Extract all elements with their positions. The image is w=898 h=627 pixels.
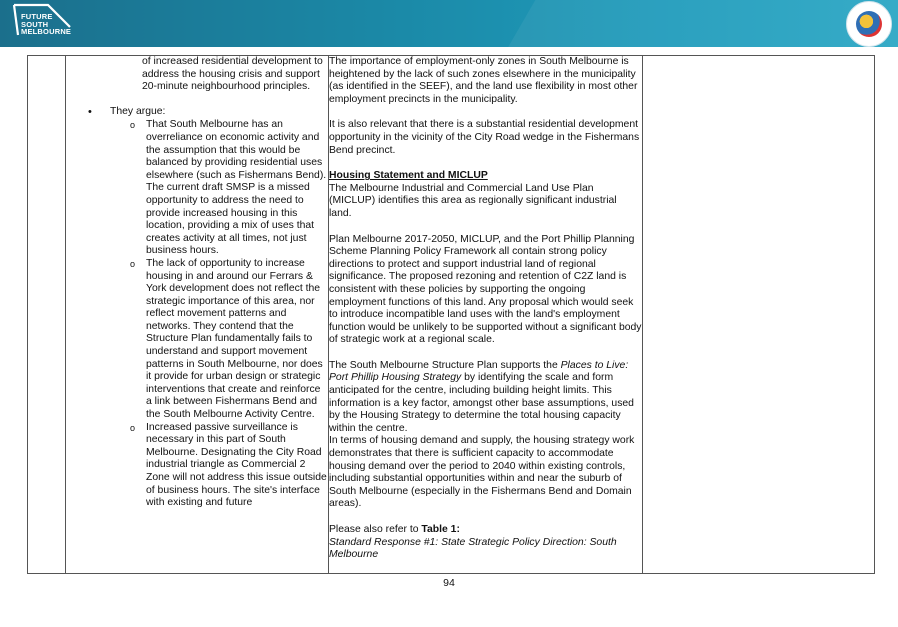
section-heading: Housing Statement and MICLUP bbox=[329, 170, 488, 182]
seal-emblem-icon bbox=[856, 11, 882, 37]
future-south-melbourne-logo bbox=[8, 3, 78, 41]
bullet-item bbox=[66, 106, 328, 120]
table-row bbox=[28, 56, 875, 574]
sub-item bbox=[128, 422, 328, 510]
response-paragraph bbox=[329, 360, 642, 436]
response-paragraph: The Melbourne Industrial and Commercial Land Use Plan (MICLUP) identifies this area as regionally significant industrial land. bbox=[329, 182, 617, 219]
sub-item-text: The lack of opportunity to increase housing in and around our Ferrars & York development does not reflect the strategic importance of this area, nor reflect movement patterns and networks. They contend that the Structure Plan fundamentally fails to understand and support movement patterns in South Melbourne, nor does it provide for urban design or strategic interventions that create and reinforce a link between Fishermans Bend and the South Melbourne Activity Centre. bbox=[146, 257, 323, 421]
officer-response-cell bbox=[329, 56, 643, 574]
standard-response-reference: Standard Response #1: State Strategic Policy Direction: South Melbourne bbox=[329, 536, 617, 561]
summary-lead-text: of increased residential development to address the housing crisis and support 20-minute neighbourhood principles. bbox=[142, 56, 323, 93]
response-text: The South Melbourne Structure Plan supports the bbox=[329, 359, 561, 371]
response-text: Please also refer to bbox=[329, 524, 422, 535]
column-number-cell bbox=[28, 56, 66, 574]
table-reference: Table 1: bbox=[421, 524, 460, 535]
response-paragraph: It is also relevant that there is a substantial residential development opportunity in the vicinity of the City Road wedge in the Fishermans Bend precinct. bbox=[329, 119, 640, 156]
circle-bullet-icon: o bbox=[130, 120, 136, 131]
sub-item-text: That South Melbourne has an overreliance on economic activity and the assumption that this would be balanced by providing residential uses elsewhere (such as Fishermans Bend). The current draft SMSP is a missed opportunity to address the need to provide increased housing in this location, providing a mix of uses that creates activity at all times, not just business hours. bbox=[146, 119, 327, 257]
sub-item bbox=[128, 258, 328, 422]
logo-line-2: SOUTH bbox=[21, 19, 49, 29]
response-text: by identifying the scale and form anticipated for the centre, including building height limits. This information is a key factor, amongst other base assumptions, used by the Housing Strategy to determine the total housing capacity within the centre. bbox=[329, 372, 634, 434]
bullet-icon bbox=[66, 106, 110, 120]
circle-bullet-icon: o bbox=[130, 258, 136, 269]
header-banner bbox=[0, 0, 898, 47]
sub-item bbox=[128, 119, 328, 258]
sub-item-text: Increased passive surveillance is necessary in this part of South Melbourne. Designating the City Road industrial triangle as Commercial 2 Zone will not address this issue outside of business hours. The site's interface with existing and future bbox=[146, 421, 327, 509]
logo-line-3: MELBOURNE bbox=[21, 27, 72, 36]
banner-decoration bbox=[495, 0, 898, 47]
housing-strategy-title: Places to Live: Port Phillip Housing Strategy bbox=[329, 359, 629, 384]
page-number: 94 bbox=[443, 577, 455, 589]
empty-notes-cell bbox=[643, 56, 875, 574]
city-of-port-phillip-seal bbox=[846, 1, 892, 47]
response-paragraph bbox=[329, 524, 642, 537]
response-paragraph: Plan Melbourne 2017-2050, MICLUP, and the Port Phillip Planning Scheme Planning Policy Framework all contain strong policy directions to protect and support industrial land of regional significance. The proposed rezoning and retention of C2Z land is consistent with these policies by supporting the ongoing employment functions of this land. Any proposal which would seek to introduce incompatible land uses with the land's employment function would be unlikely to be supported without a significant body of strategic work at a regional scale. bbox=[329, 233, 642, 346]
response-paragraph: The importance of employment-only zones in South Melbourne is heightened by the lack of such zones elsewhere in the municipality (as identified in the SEEF), and the land use flexibility in most other employment precincts in the municipality. bbox=[329, 56, 638, 105]
submission-summary-cell bbox=[66, 56, 329, 574]
bullet-text: They argue: bbox=[110, 105, 166, 117]
circle-bullet-icon: o bbox=[130, 422, 136, 433]
submission-table bbox=[27, 55, 875, 574]
response-paragraph: In terms of housing demand and supply, the housing strategy work demonstrates that there is sufficient capacity to accommodate housing demand over the period to 2040 within existing controls, including substantial opportunities within and near the suburb of South Melbourne (especially in the Fishermans Bend and Domain areas). bbox=[329, 435, 635, 510]
logo-line-1: FUTURE bbox=[21, 12, 53, 21]
